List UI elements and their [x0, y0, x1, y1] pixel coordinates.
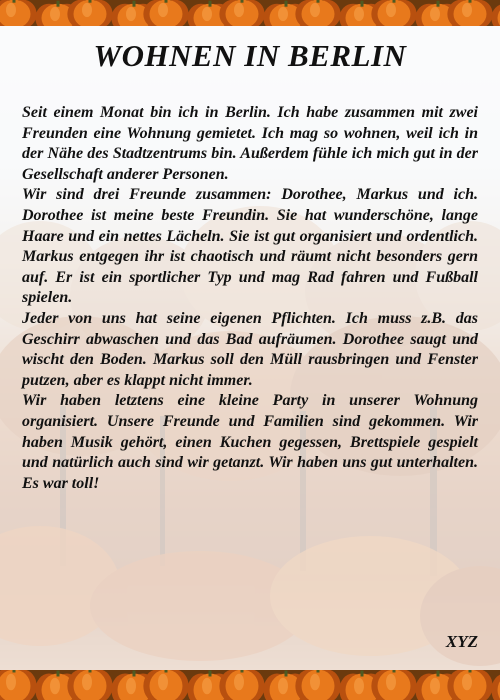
bottom-pumpkin-border: [0, 670, 500, 700]
document-page: [0, 26, 500, 670]
pumpkin-icon: [143, 670, 188, 700]
paragraph-4: Wir haben letztens eine kleine Party in unserer Wohnung organisiert. Unsere Freunde und Familien sind gekommen. Wir haben Musik gehört, einen Kuchen gegessen, Brettspiele gespielt und natürlich auch sind wir getanzt. Wir haben uns gut unterhalten. Es war toll!: [22, 392, 478, 492]
pumpkin-icon: [491, 1, 500, 26]
pumpkin-icon: [447, 0, 492, 26]
pumpkin-icon: [447, 670, 492, 700]
page-title: WOHNEN IN BERLIN: [93, 38, 407, 73]
paragraph-1: Seit einem Monat bin ich in Berlin. Ich habe zusammen mit zwei Freunden eine Wohnung gemietet. Ich mag so wohnen, weil ich in der Nähe des Stadtzentrums bin. Außerdem fühle ich mich gut in der Gesellschaft anderer Personen.: [22, 104, 478, 183]
top-pumpkin-border: [0, 0, 500, 26]
pumpkin-icon: [67, 670, 112, 700]
pumpkin-icon: [295, 0, 340, 26]
body-text: [22, 103, 478, 494]
pumpkin-row-top: [0, 0, 500, 26]
author-signature: XYZ: [445, 632, 478, 651]
pumpkin-icon: [143, 0, 188, 26]
pumpkin-icon: [371, 670, 416, 700]
paragraph-3: Jeder von uns hat seine eigenen Pflichten. Ich muss z.B. das Geschirr abwaschen und das Bad aufräumen. Dorothee saugt und wischt den Boden. Markus soll den Müll rausbringen und Fenster putzen, aber es klappt nicht immer.: [22, 309, 478, 389]
pumpkin-icon: [491, 671, 500, 700]
pumpkin-icon: [219, 0, 264, 26]
pumpkin-icon: [295, 670, 340, 700]
pumpkin-icon: [0, 670, 37, 700]
paragraph-2: Wir sind drei Freunde zusammen: Dorothee, Markus und ich. Dorothee ist meine beste Freundin. Sie hat wunderschöne, lange Haare und ein nettes Lächeln. Sie ist gut organisiert und ordentlich. Markus entgegen ihr ist chaotisch und räumt nicht besonders gern auf. Er ist ein sportlicher Typ und mag Rad fahren und Fußball spielen.: [22, 186, 478, 307]
pumpkin-icon: [67, 0, 112, 26]
pumpkin-icon: [219, 670, 264, 700]
pumpkin-icon: [0, 0, 37, 26]
pumpkin-icon: [371, 0, 416, 26]
pumpkin-row-bottom: [0, 670, 500, 700]
